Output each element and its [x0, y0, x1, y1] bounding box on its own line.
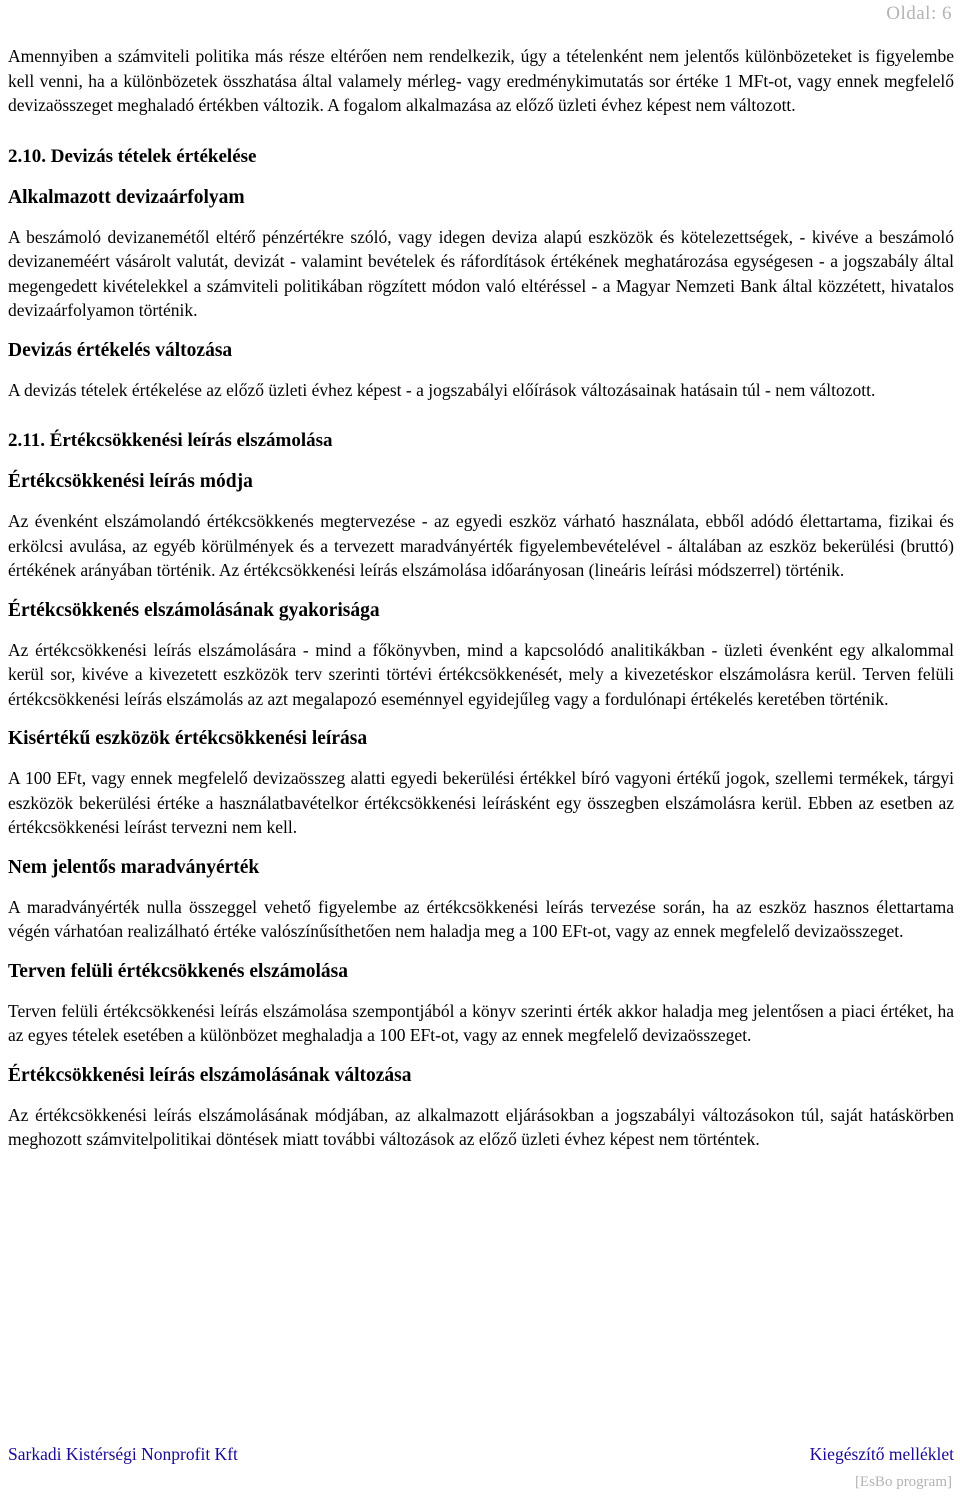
- section-heading-devizas-tetelek: 2.10. Devizás tételek értékelése: [8, 145, 257, 167]
- paragraph-ertekcsokkenesi-leiras-modja: Az évenként elszámolandó értékcsökkenés megtervezése - az egyedi eszköz várható használata, ebből adódó élettartama, fizikai és erkölcsi avulása, az egyéb körülmények és a tervezett maradványérték figyelembevételével - általában az eszköz bekerülési (bruttó) értékének arányában történik. Az értékcsökkenési leírás elszámolása időarányosan (lineáris leírási módszerrel) történik.: [8, 511, 954, 580]
- subheading-nem-jelentos-maradvanyertek: Nem jelentős maradványérték: [8, 856, 260, 878]
- subheading-elszamolas-gyakorisaga: Értékcsökkenés elszámolásának gyakorisága: [8, 599, 380, 621]
- paragraph-alkalmazott-devizaarfolyam: A beszámoló devizanemétől eltérő pénzértékre szóló, vagy idegen deviza alapú eszközök és kötelezettségek, - kivéve a beszámoló devizaneméért vásárolt valutát, devizát - valamint bevételek és ráfordítások értékének meghatározása egységesen - a jogszabály által megengedett kivételekkel a számviteli politikában rögzített módon való eltéréssel - a Magyar Nemzeti Bank által közzétett, hivatalos devizaárfolyamon történik.: [8, 226, 954, 320]
- paragraph-kisertekü-eszkozok: A 100 EFt, vagy ennek megfelelő devizaösszeg alatti egyedi bekerülési értékkel bíró vagyoni értékű jogok, szellemi termékek, tárgyi eszközök bekerülési értéke a használatbavételkor értékcsökkenési leírásként egy összegben elszámolásra kerül. Ebben az esetben az értékcsökkenési leírást tervezni nem kell.: [8, 768, 954, 837]
- subheading-terven-feluli-ertekcsokkenes: Terven felüli értékcsökkenés elszámolása: [8, 960, 348, 982]
- paragraph-elszamolas-valtozasa: Az értékcsökkenési leírás elszámolásának módjában, az alkalmazott eljárásokban a jogszabályi változásokon túl, saját hatáskörben meghozott számvitelpolitikai döntések miatt további változások az előző üzleti évhez képest nem történtek.: [8, 1104, 954, 1149]
- page-number: Oldal: 6: [886, 3, 952, 24]
- paragraph-nem-jelentos-maradvanyertek: A maradványérték nulla összeggel vehető figyelembe az értékcsökkenési leírás tervezése során, ha az eszköz hasznos élettartama végén várhatóan realizálható értéke valószínűsíthetően nem haladja meg a 100 EFt-ot, vagy az ennek megfelelő devizaösszeget.: [8, 896, 954, 941]
- footer-program: [EsBo program]: [854, 1474, 952, 1490]
- paragraph-elszamolas-gyakorisaga: Az értékcsökkenési leírás elszámolására - mind a főkönyvben, mind a kapcsolódó analitikákban - üzleti évenként egy alkalommal kerül sor, kivéve a kivezetett eszközök terv szerinti törtévi értékcsökkenését, mely a kivezetéskor elszámolásra kerül. Terven felüli értékcsökkenési leírás elszámolás az azt megalapozó eseménnyel egyidejűleg vagy a fordulónapi értékelés keretében történik.: [8, 639, 954, 709]
- footer-appendix: Kiegészítő melléklet: [809, 1444, 954, 1464]
- intro-paragraph: Amennyiben a számviteli politika más része eltérően nem rendelkezik, úgy a tételenként nem jelentős különbözeteket is figyelembe kell venni, ha a különbözetek összhatása által valamely mérleg- vagy eredménykimutatás sor értéke 1 MFt-ot, vagy ennek megfelelő devizaösszeget meghaladó értékben változik. A fogalom alkalmazása az előző üzleti évhez képest nem változott.: [8, 46, 954, 115]
- section-heading-ertekcsokkenesi-leiras: 2.11. Értékcsökkenési leírás elszámolása: [8, 430, 333, 451]
- paragraph-terven-feluli-ertekcsokkenes: Terven felüli értékcsökkenési leírás elszámolása szempontjából a könyv szerinti érték akkor haladja meg jelentősen a piaci értéket, ha az egyes tételek esetében a különbözet meghaladja a 100 EFt-ot, vagy az ennek megfelelő devizaösszeget.: [8, 1000, 954, 1045]
- footer-company: Sarkadi Kistérségi Nonprofit Kft: [8, 1444, 238, 1464]
- page-footer: [8, 1442, 954, 1466]
- subheading-ertekcsokkenesi-leiras-modja: Értékcsökkenési leírás módja: [8, 471, 253, 492]
- document-body: [8, 44, 954, 1152]
- subheading-kisertekü-eszkozok: Kisértékű eszközök értékcsökkenési leírása: [8, 728, 368, 749]
- subheading-elszamolas-valtozasa: Értékcsökkenési leírás elszámolásának változása: [8, 1064, 412, 1086]
- subheading-devizas-ertekeles-valtozasa: Devizás értékelés változása: [8, 339, 233, 361]
- subheading-alkalmazott-devizaarfolyam: Alkalmazott devizaárfolyam: [8, 186, 245, 208]
- paragraph-devizas-ertekeles-valtozasa: A devizás tételek értékelése az előző üzleti évhez képest - a jogszabályi előírások változásainak hatásain túl - nem változott.: [8, 379, 876, 400]
